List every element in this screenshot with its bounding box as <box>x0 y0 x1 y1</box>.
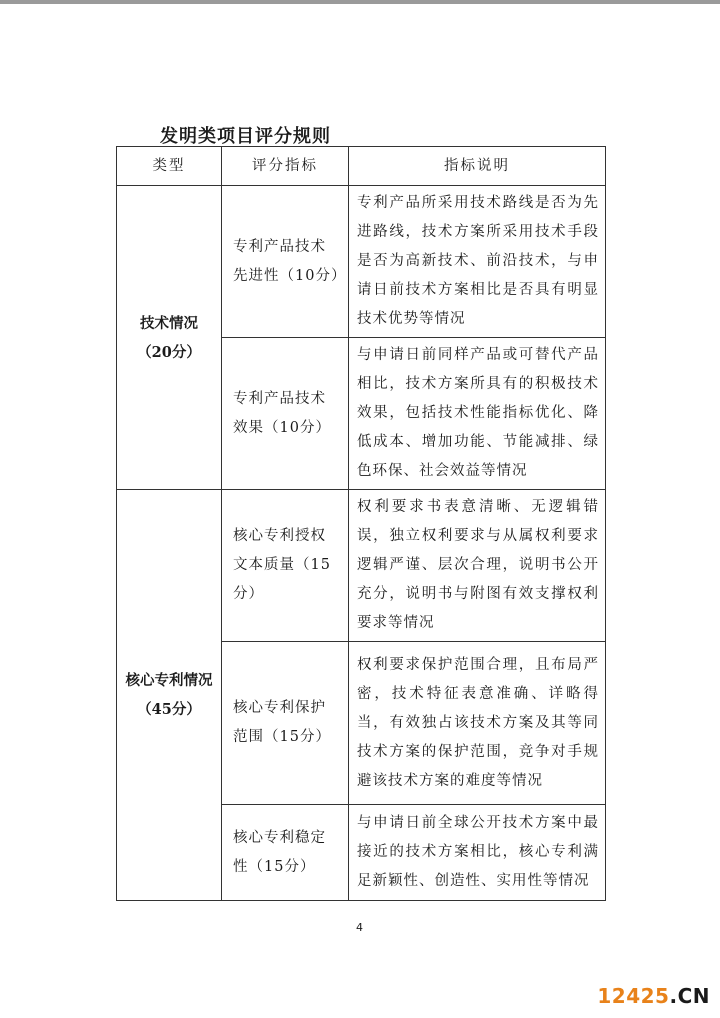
header-indicator: 评分指标 <box>222 147 349 186</box>
indicator-cell: 核心专利保护范围（15分） <box>222 642 349 805</box>
table-row <box>117 186 606 338</box>
category-cell <box>117 490 222 901</box>
page-number: 4 <box>356 921 363 934</box>
scoring-rules-table <box>116 146 606 901</box>
category-name: 核心专利情况 <box>125 672 213 689</box>
header-description: 指标说明 <box>349 147 606 186</box>
table-row <box>117 490 606 642</box>
category-score: （20分） <box>137 343 201 361</box>
indicator-cell: 核心专利稳定性（15分） <box>222 805 349 901</box>
category-score: （45分） <box>137 701 201 718</box>
site-watermark <box>597 984 710 1008</box>
description-cell: 权利要求书表意清晰、无逻辑错误，独立权利要求与从属权利要求逻辑严谨、层次合理，说明书公开充分，说明书与附图有效支撑权利要求等情况 <box>349 490 606 642</box>
indicator-cell: 专利产品技术效果（10分） <box>222 338 349 490</box>
table-header-row <box>117 147 606 186</box>
indicator-cell: 核心专利授权文本质量（15分） <box>222 490 349 642</box>
category-cell <box>117 186 222 490</box>
header-type: 类型 <box>117 147 222 186</box>
indicator-cell: 专利产品技术先进性（10分） <box>222 186 349 338</box>
description-cell: 与申请日前同样产品或可替代产品相比，技术方案所具有的积极技术效果，包括技术性能指标优化、降低成本、增加功能、节能减排、绿色环保、社会效益等情况 <box>349 338 606 490</box>
description-cell: 权利要求保护范围合理，且布局严密，技术特征表意准确、详略得当，有效独占该技术方案及其等同技术方案的保护范围，竞争对手规避该技术方案的难度等情况 <box>349 642 606 805</box>
description-cell: 专利产品所采用技术路线是否为先进路线，技术方案所采用技术手段是否为高新技术、前沿技术，与申请日前技术方案相比是否具有明显技术优势等情况 <box>349 186 606 338</box>
watermark-suffix: .CN <box>669 984 710 1008</box>
description-cell: 与申请日前全球公开技术方案中最接近的技术方案相比，核心专利满足新颖性、创造性、实用性等情况 <box>349 805 606 901</box>
document-title: 发明类项目评分规则 <box>160 126 331 147</box>
scan-top-edge <box>0 0 720 4</box>
category-name: 技术情况 <box>140 314 198 332</box>
watermark-number: 12425 <box>597 984 670 1008</box>
